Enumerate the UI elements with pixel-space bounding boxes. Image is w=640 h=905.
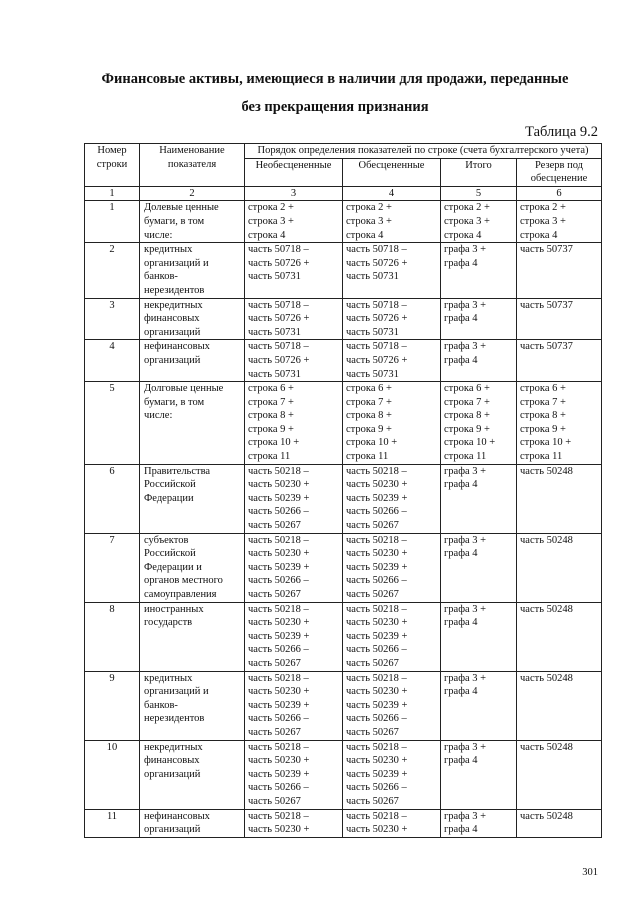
document-subtitle: без прекращения признания	[241, 99, 429, 115]
cell-line: часть 50230 +	[346, 686, 408, 698]
cell-line: Федерации и	[144, 561, 202, 573]
cell-line: часть 50230 +	[346, 824, 408, 836]
cell-line: Долговые ценные	[144, 383, 224, 395]
row-number: 4	[85, 340, 140, 382]
cell-line: часть 50267	[346, 520, 399, 532]
cell-line: строка 6 +	[520, 383, 566, 395]
cell-line: часть 50726 +	[346, 354, 408, 366]
cell-line: графа 3 +	[444, 603, 487, 615]
cell-line: часть 50731	[346, 271, 399, 283]
cell-line: графа 3 +	[444, 244, 487, 256]
cell-line: часть 50230 +	[248, 548, 310, 560]
reserve-cell	[517, 740, 602, 809]
cell-line: графа 3 +	[444, 741, 487, 753]
unimpaired-cell	[245, 340, 343, 382]
cell-line: организаций	[144, 768, 201, 780]
cell-line: строка 9 +	[248, 423, 294, 435]
cell-line: часть 50230 +	[248, 479, 310, 491]
table-row	[85, 340, 602, 382]
cell-line: часть 50267	[346, 589, 399, 600]
unimpaired-cell	[245, 740, 343, 809]
reserve-cell	[517, 464, 602, 533]
cell-line: строка 6 +	[444, 383, 490, 395]
cell-line: графа 4	[444, 354, 478, 366]
cell-line: часть 50718 –	[248, 341, 309, 353]
header-name: Наименование показателя	[140, 144, 245, 187]
unimpaired-cell	[245, 201, 343, 243]
table-row	[85, 382, 602, 465]
cell-line: графа 4	[444, 686, 478, 698]
cell-line: графа 3 +	[444, 341, 487, 353]
cell-line: часть 50230 +	[248, 686, 310, 698]
total-cell	[441, 809, 517, 837]
total-cell	[441, 340, 517, 382]
cell-line: строка 6 +	[346, 383, 392, 395]
cell-line: часть 50230 +	[248, 617, 310, 629]
cell-line: строка 10 +	[248, 437, 300, 449]
row-number: 9	[85, 671, 140, 740]
indicator-name	[140, 533, 245, 602]
cell-line: строка 7 +	[520, 396, 566, 408]
cell-line: часть 50266 –	[248, 713, 309, 725]
total-cell	[441, 602, 517, 671]
cell-line: графа 4	[444, 824, 478, 836]
impaired-cell	[343, 464, 441, 533]
cell-line: часть 50718 –	[346, 341, 407, 353]
cell-line: часть 50218 –	[346, 810, 407, 822]
cell-line: Федерации	[144, 492, 194, 504]
header-order: Порядок определения показателей по строке (счета бухгалтерского учета)	[245, 144, 602, 159]
cell-line: нефинансовых	[144, 341, 210, 353]
cell-line: часть 50266 –	[346, 782, 407, 794]
row-number: 11	[85, 809, 140, 837]
cell-line: графа 3 +	[444, 299, 487, 311]
row-number: 6	[85, 464, 140, 533]
cell-line: часть 50230 +	[346, 548, 408, 560]
header-row	[85, 144, 602, 159]
header-unimpaired: Необесцененные	[245, 158, 343, 186]
table-row	[85, 243, 602, 298]
unimpaired-cell	[245, 243, 343, 298]
cell-line: строка 4	[444, 229, 482, 241]
cell-line: строка 9 +	[346, 423, 392, 435]
cell-line: часть 50230 +	[248, 755, 310, 767]
cell-line: строка 10 +	[444, 437, 496, 449]
table-row	[85, 464, 602, 533]
table-row	[85, 298, 602, 340]
header-impaired: Обесцененные	[343, 158, 441, 186]
impaired-cell	[343, 340, 441, 382]
cell-line: часть 50248	[520, 810, 573, 822]
cell-line: часть 50218 –	[248, 672, 309, 684]
table-number: Таблица 9.2	[525, 124, 598, 140]
cell-line: часть 50218 –	[248, 741, 309, 753]
data-table	[84, 143, 602, 838]
cell-line: часть 50218 –	[248, 810, 309, 822]
indicator-name	[140, 671, 245, 740]
cell-line: строка 7 +	[444, 396, 490, 408]
cell-line: часть 50731	[248, 326, 301, 338]
cell-line: часть 50726 +	[346, 257, 408, 269]
indicator-name	[140, 464, 245, 533]
cell-line: финансовых	[144, 313, 200, 325]
cell-line: часть 50230 +	[248, 824, 310, 836]
cell-line: организаций	[144, 824, 201, 836]
reserve-cell	[517, 533, 602, 602]
cell-line: графа 4	[444, 479, 478, 491]
cell-line: графа 4	[444, 548, 478, 560]
cell-line: часть 50239 +	[346, 768, 408, 780]
cell-line: часть 50731	[248, 368, 301, 380]
cell-line: часть 50248	[520, 534, 573, 546]
cell-line: часть 50218 –	[346, 534, 407, 546]
cell-line: часть 50266 –	[248, 575, 309, 587]
cell-line: часть 50266 –	[248, 782, 309, 794]
cell-line: строка 11	[346, 451, 389, 463]
cell-line: часть 50248	[520, 672, 573, 684]
total-cell	[441, 671, 517, 740]
cell-line: графа 4	[444, 313, 478, 325]
cell-line: организаций и	[144, 686, 209, 698]
indicator-name	[140, 243, 245, 298]
cell-line: нерезидентов	[144, 284, 205, 296]
cell-line: часть 50267	[346, 726, 399, 738]
column-number: 5	[441, 186, 517, 201]
cell-line: строка 9 +	[520, 423, 566, 435]
cell-line: банков-	[144, 699, 178, 711]
cell-line: строка 7 +	[346, 396, 392, 408]
cell-line: часть 50218 –	[248, 465, 309, 477]
cell-line: кредитных	[144, 244, 193, 256]
impaired-cell	[343, 809, 441, 837]
cell-line: графа 4	[444, 617, 478, 629]
cell-line: часть 50718 –	[346, 299, 407, 311]
row-number: 2	[85, 243, 140, 298]
cell-line: часть 50267	[346, 657, 399, 669]
cell-line: некредитных	[144, 299, 203, 311]
total-cell	[441, 740, 517, 809]
cell-line: графа 3 +	[444, 534, 487, 546]
cell-line: строка 6 +	[248, 383, 294, 395]
cell-line: часть 50218 –	[346, 672, 407, 684]
impaired-cell	[343, 671, 441, 740]
cell-line: часть 50266 –	[346, 575, 407, 587]
cell-line: часть 50248	[520, 741, 573, 753]
total-cell	[441, 298, 517, 340]
cell-line: организаций и	[144, 257, 209, 269]
cell-line: строка 10 +	[520, 437, 572, 449]
cell-line: графа 3 +	[444, 810, 487, 822]
cell-line: часть 50230 +	[346, 479, 408, 491]
cell-line: графа 3 +	[444, 672, 487, 684]
cell-line: числе:	[144, 229, 173, 241]
row-number: 5	[85, 382, 140, 465]
reserve-cell	[517, 340, 602, 382]
cell-line: графа 4	[444, 755, 478, 767]
cell-line: субъектов	[144, 534, 189, 546]
column-number-row	[85, 186, 602, 201]
row-number: 8	[85, 602, 140, 671]
cell-line: графа 3 +	[444, 465, 487, 477]
cell-line: нерезидентов	[144, 713, 205, 725]
indicator-name	[140, 602, 245, 671]
cell-line: графа 4	[444, 257, 478, 269]
indicator-name	[140, 201, 245, 243]
cell-line: часть 50239 +	[346, 630, 408, 642]
column-number: 6	[517, 186, 602, 201]
cell-line: часть 50731	[248, 271, 301, 283]
total-cell	[441, 533, 517, 602]
cell-line: строка 4	[520, 229, 558, 241]
cell-line: строка 4	[346, 229, 384, 241]
header-reserve: Резерв под обесценение	[517, 158, 602, 186]
row-number: 3	[85, 298, 140, 340]
cell-line: строка 3 +	[444, 215, 490, 227]
reserve-cell	[517, 298, 602, 340]
impaired-cell	[343, 201, 441, 243]
cell-line: часть 50726 +	[248, 354, 310, 366]
cell-line: строка 4	[248, 229, 286, 241]
total-cell	[441, 382, 517, 465]
cell-line: часть 50726 +	[248, 257, 310, 269]
cell-line: Российской	[144, 548, 196, 560]
cell-line: бумаги, в том	[144, 215, 205, 227]
cell-line: строка 11	[520, 451, 563, 463]
document-title: Финансовые активы, имеющиеся в наличии для продажи, переданные	[101, 71, 569, 87]
cell-line: часть 50267	[248, 520, 301, 532]
cell-line: часть 50239 +	[248, 768, 310, 780]
header-row-number: Номер строки	[85, 144, 140, 187]
impaired-cell	[343, 243, 441, 298]
cell-line: Российской	[144, 479, 196, 491]
cell-line: часть 50267	[248, 726, 301, 738]
total-cell	[441, 201, 517, 243]
cell-line: строка 11	[248, 451, 291, 463]
unimpaired-cell	[245, 671, 343, 740]
cell-line: часть 50726 +	[346, 313, 408, 325]
column-number: 4	[343, 186, 441, 201]
cell-line: часть 50218 –	[346, 741, 407, 753]
unimpaired-cell	[245, 298, 343, 340]
row-number: 1	[85, 201, 140, 243]
cell-line: часть 50266 –	[346, 644, 407, 656]
cell-line: часть 50266 –	[346, 506, 407, 518]
table-row	[85, 809, 602, 837]
cell-line: часть 50737	[520, 244, 573, 256]
unimpaired-cell	[245, 809, 343, 837]
column-number: 3	[245, 186, 343, 201]
total-cell	[441, 243, 517, 298]
page-number: 301	[582, 867, 598, 878]
cell-line: строка 11	[444, 451, 487, 463]
cell-line: иностранных	[144, 603, 204, 615]
cell-line: часть 50267	[248, 657, 301, 669]
cell-line: часть 50218 –	[248, 603, 309, 615]
cell-line: государств	[144, 617, 193, 629]
cell-line: строка 8 +	[444, 410, 490, 422]
reserve-cell	[517, 201, 602, 243]
cell-line: строка 10 +	[346, 437, 398, 449]
cell-line: часть 50239 +	[248, 561, 310, 573]
cell-line: часть 50239 +	[346, 699, 408, 711]
row-number: 7	[85, 533, 140, 602]
cell-line: часть 50726 +	[248, 313, 310, 325]
unimpaired-cell	[245, 602, 343, 671]
cell-line: часть 50239 +	[248, 492, 310, 504]
cell-line: часть 50218 –	[346, 465, 407, 477]
reserve-cell	[517, 809, 602, 837]
cell-line: часть 50230 +	[346, 617, 408, 629]
cell-line: часть 50731	[346, 326, 399, 338]
cell-line: строка 9 +	[444, 423, 490, 435]
cell-line: часть 50239 +	[346, 492, 408, 504]
cell-line: банков-	[144, 271, 178, 283]
cell-line: часть 50266 –	[248, 506, 309, 518]
indicator-name	[140, 382, 245, 465]
row-number: 10	[85, 740, 140, 809]
column-number: 2	[140, 186, 245, 201]
cell-line: строка 3 +	[346, 215, 392, 227]
cell-line: строка 2 +	[248, 202, 294, 214]
indicator-name	[140, 340, 245, 382]
cell-line: часть 50718 –	[248, 299, 309, 311]
cell-line: строка 3 +	[520, 215, 566, 227]
cell-line: Правительства	[144, 465, 211, 477]
cell-line: организаций	[144, 326, 201, 338]
table-row	[85, 671, 602, 740]
cell-line: строка 8 +	[346, 410, 392, 422]
impaired-cell	[343, 740, 441, 809]
table-row	[85, 740, 602, 809]
cell-line: организаций	[144, 354, 201, 366]
cell-line: строка 2 +	[444, 202, 490, 214]
cell-line: часть 50218 –	[346, 603, 407, 615]
impaired-cell	[343, 533, 441, 602]
indicator-name	[140, 809, 245, 837]
impaired-cell	[343, 602, 441, 671]
cell-line: самоуправления	[144, 589, 217, 600]
impaired-cell	[343, 298, 441, 340]
cell-line: часть 50267	[346, 795, 399, 807]
cell-line: часть 50266 –	[346, 713, 407, 725]
cell-line: строка 7 +	[248, 396, 294, 408]
reserve-cell	[517, 382, 602, 465]
cell-line: некредитных	[144, 741, 203, 753]
cell-line: часть 50266 –	[248, 644, 309, 656]
cell-line: часть 50218 –	[248, 534, 309, 546]
reserve-cell	[517, 671, 602, 740]
table-row	[85, 201, 602, 243]
cell-line: нефинансовых	[144, 810, 210, 822]
impaired-cell	[343, 382, 441, 465]
table-row	[85, 602, 602, 671]
total-cell	[441, 464, 517, 533]
cell-line: часть 50248	[520, 465, 573, 477]
column-number: 1	[85, 186, 140, 201]
cell-line: часть 50239 +	[248, 630, 310, 642]
cell-line: часть 50267	[248, 795, 301, 807]
cell-line: строка 2 +	[520, 202, 566, 214]
cell-line: часть 50248	[520, 603, 573, 615]
header-total: Итого	[441, 158, 517, 186]
cell-line: строка 8 +	[248, 410, 294, 422]
cell-line: часть 50239 +	[248, 699, 310, 711]
cell-line: строка 8 +	[520, 410, 566, 422]
unimpaired-cell	[245, 382, 343, 465]
cell-line: часть 50230 +	[346, 755, 408, 767]
indicator-name	[140, 298, 245, 340]
cell-line: Долевые ценные	[144, 202, 219, 214]
cell-line: часть 50737	[520, 341, 573, 353]
cell-line: органов местного	[144, 575, 223, 587]
cell-line: часть 50267	[248, 589, 301, 600]
cell-line: часть 50239 +	[346, 561, 408, 573]
cell-line: строка 3 +	[248, 215, 294, 227]
cell-line: кредитных	[144, 672, 193, 684]
cell-line: часть 50737	[520, 299, 573, 311]
reserve-cell	[517, 602, 602, 671]
cell-line: бумаги, в том	[144, 396, 205, 408]
cell-line: числе:	[144, 410, 173, 422]
cell-line: строка 2 +	[346, 202, 392, 214]
cell-line: часть 50718 –	[248, 244, 309, 256]
cell-line: часть 50731	[346, 368, 399, 380]
table-row	[85, 533, 602, 602]
unimpaired-cell	[245, 464, 343, 533]
indicator-name	[140, 740, 245, 809]
cell-line: финансовых	[144, 755, 200, 767]
unimpaired-cell	[245, 533, 343, 602]
cell-line: часть 50718 –	[346, 244, 407, 256]
reserve-cell	[517, 243, 602, 298]
